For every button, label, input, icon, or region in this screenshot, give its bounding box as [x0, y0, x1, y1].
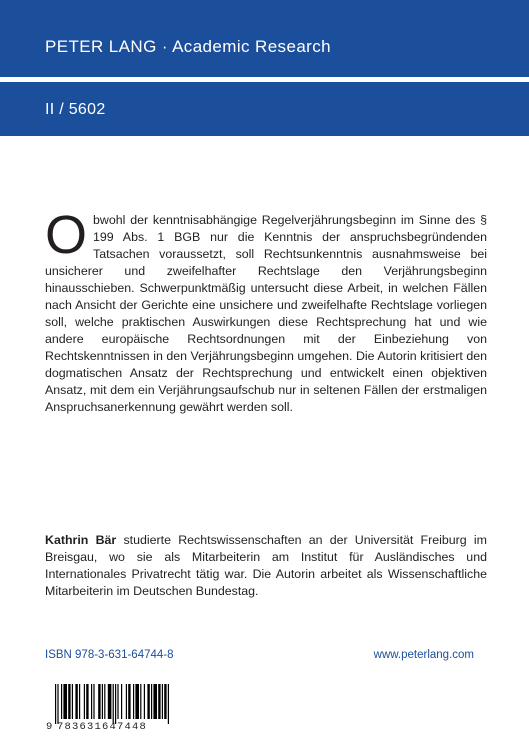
isbn: ISBN 978-3-631-64744-8	[45, 649, 174, 661]
author-name: Kathrin Bär	[45, 533, 117, 547]
series-number: II / 5602	[45, 101, 106, 118]
abstract	[45, 205, 487, 416]
series-title: PETER LANG · Academic Research	[45, 37, 331, 56]
abstract-text: bwohl der kenntnisabhängige Regelverjährungsbeginn im Sinne des § 199 Abs. 1 BGB nur die Kenntnis der anspruchsbegründenden Tatsachen voraussetzt, soll Rechtsunkenntnis ausnahmsweise bei unsicherer und zweifelhafter Rechtslage den Verjährungsbeginn hinausschieben. Schwerpunktmäßig untersucht diese Arbeit, in welchen Fällen nach Ansicht der Gerichte eine unsichere und zweifelhafte Rechtslage vorliegen soll, welche praktischen Auswirkungen diese Rechtsprechung hat und wie andere europäische Rechtsordnungen mit der Einbeziehung von Rechtskenntnissen in den Verjährungsbeginn umgehen. Die Autorin kritisiert den dogmatischen Ansatz der Rechtsprechung und entwickelt einen objektiven Ansatz, mit dem ein Verjährungsaufschub nur in seltenen Fällen der erstmaligen Anspruchsanerkennung gewährt werden soll.	[45, 213, 487, 414]
barcode	[45, 684, 177, 734]
series-number-band	[0, 82, 529, 136]
barcode-number: 783631647448	[57, 721, 148, 733]
publisher-website-link[interactable]: www.peterlang.com	[373, 649, 474, 661]
header-band	[0, 0, 529, 77]
dropcap: O	[45, 205, 88, 265]
author-bio	[45, 532, 487, 600]
author-bio-text: studierte Rechtswissenschaften an der Universität Freiburg im Breisgau, wo sie als Mitarbeiterin am Institut für Ausländisches und Internationales Privatrecht tätig war. Die Autorin arbeitet als Wissenschaftliche Mitarbeiterin im Deutschen Bundestag.	[45, 533, 487, 598]
barcode-first-digit: 9	[46, 721, 54, 733]
barcode-bars	[55, 684, 169, 724]
